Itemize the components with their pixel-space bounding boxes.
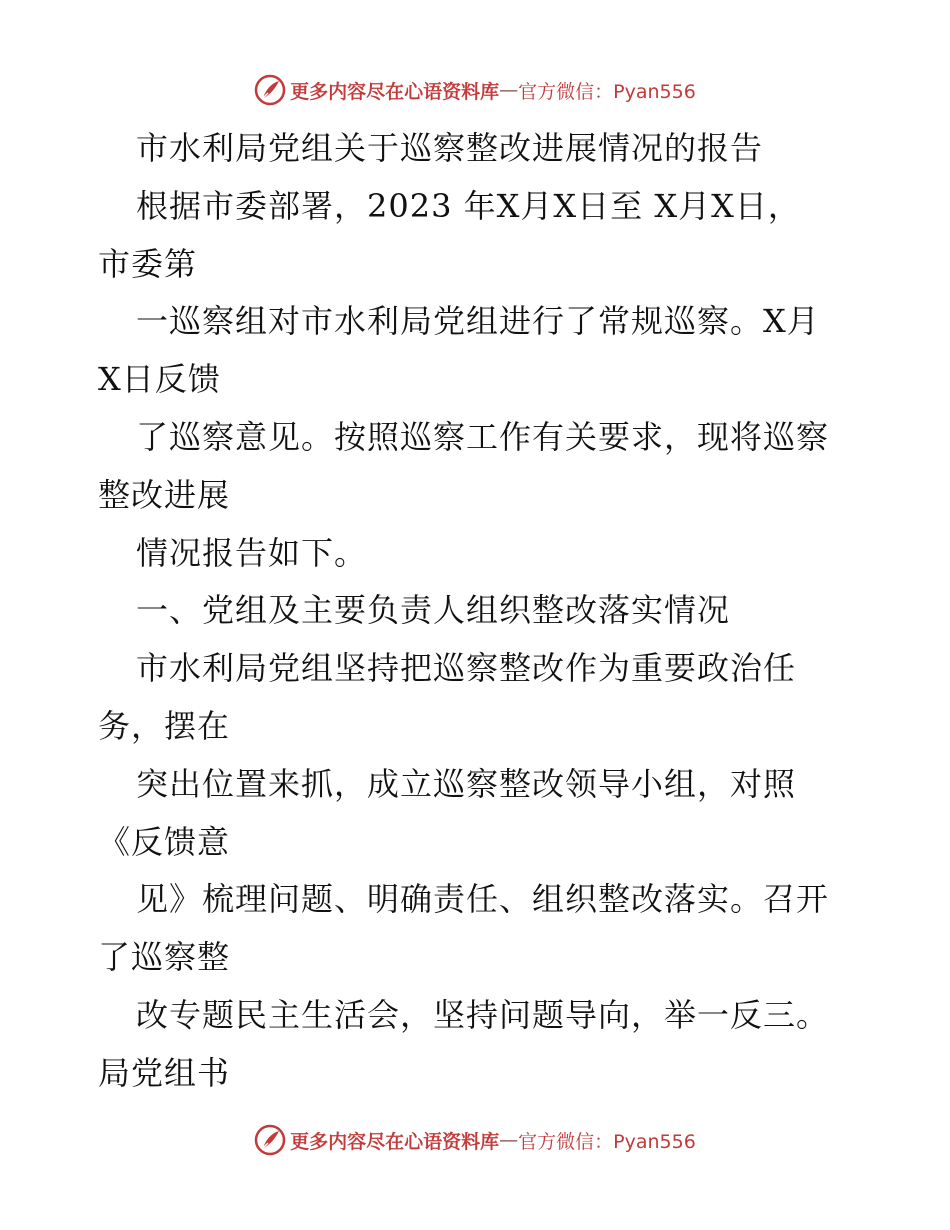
banner-separator: — [499,79,519,101]
paragraph-line: 根据市委部署，2023 年X月X日至 X月X日， [136,186,801,225]
header-banner [0,70,950,110]
paragraph-line: 局党组书 [98,1053,231,1092]
banner-main-text: 更多内容尽在心语资料库 [290,1130,500,1153]
paragraph-line: 见》梳理问题、明确责任、组织整改落实。召开 [136,880,830,919]
paragraph-line: 整改进展 [98,475,231,514]
banner-main-text: 更多内容尽在心语资料库 [290,80,500,103]
quill-logo-icon [254,1124,286,1156]
document-body [98,120,878,1103]
document-title: 市水利局党组关于巡察整改进展情况的报告 [136,129,764,167]
paragraph-line: 改专题民主生活会，坚持问题导向，举一反三。 [136,995,830,1034]
footer-banner [0,1120,950,1160]
paragraph-line: 市水利局党组坚持把巡察整改作为重要政治任 [136,649,797,688]
quill-logo-icon [254,74,286,106]
banner-wechat-text: 官方微信：Pyan556 [518,1130,696,1153]
paragraph-line: 突出位置来抓，成立巡察整改领导小组，对照 [136,764,797,803]
paragraph-line: 情况报告如下。 [136,533,368,572]
paragraph-line: 《反馈意 [98,822,231,861]
banner-separator: — [499,1129,519,1151]
paragraph-line: 市委第 [98,244,198,283]
paragraph-line: 务，摆在 [98,706,231,745]
paragraph-line: X日反馈 [98,360,221,399]
paragraph-line: 一巡察组对市水利局党组进行了常规巡察。X月 [136,302,820,341]
banner-wechat-text: 官方微信：Pyan556 [518,80,696,103]
paragraph-line: 了巡察意见。按照巡察工作有关要求，现将巡察 [136,417,830,456]
paragraph-line: 了巡察整 [98,938,231,977]
section-heading: 一、党组及主要负责人组织整改落实情况 [136,591,731,630]
